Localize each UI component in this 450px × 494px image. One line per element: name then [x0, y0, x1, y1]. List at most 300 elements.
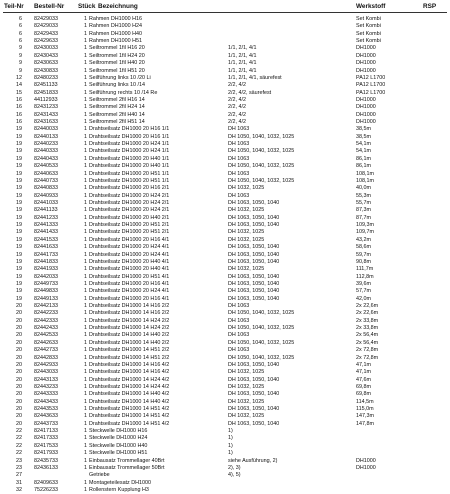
row-werkstoff: 43,2m — [356, 236, 371, 243]
row-bezeichnung: Steckwelle DH1000 H16 — [89, 428, 148, 435]
row-bezeichnung: Seiltrommel 1fil H24 20 — [89, 52, 145, 59]
header-rsp: RSP — [423, 3, 437, 10]
row-bestell-nr: 82431633 — [34, 119, 58, 126]
table-row — [0, 134, 450, 141]
row-werkstoff: 112,8m — [356, 273, 374, 280]
row-bestell-nr: 82442233 — [34, 310, 58, 317]
row-stueck: 1 — [84, 317, 87, 324]
table-row — [0, 310, 450, 317]
row-ausfuehrung: DH 1032, 1025 — [228, 413, 265, 420]
row-stueck: 1 — [84, 295, 87, 302]
row-ausfuehrung: 2/2, 4/2, säurefest — [228, 89, 272, 96]
row-ausfuehrung: DH 1032, 1025 — [228, 383, 265, 390]
row-bestell-nr: 82436133 — [34, 464, 58, 471]
row-bezeichnung: Drahtseilsatz DH1000 14 H51 2/2 — [89, 354, 170, 361]
row-ausfuehrung: DH 1063, 1050, 1040 — [228, 420, 280, 427]
row-ausfuehrung: 1/1, 2/1, 4/1, säurefest — [228, 74, 282, 81]
table-row — [0, 237, 450, 244]
row-teil-nr: 20 — [16, 420, 22, 427]
row-ausfuehrung: DH 1050, 1040, 1032, 1025 — [228, 310, 295, 317]
row-bezeichnung: Montageteilesatz DH1000 — [89, 479, 152, 486]
row-bezeichnung: Seilführung links 10 /20 Li — [89, 74, 151, 81]
row-bezeichnung: Drahtseilsatz DH1000 14 H51 4/2 — [89, 413, 170, 420]
row-bestell-nr: 82442133 — [34, 303, 58, 310]
row-bezeichnung: Drahtseilsatz DH1000 20 H40 1/1 — [89, 155, 170, 162]
row-stueck: 1 — [84, 222, 87, 229]
row-bestell-nr: 82442933 — [34, 361, 58, 368]
row-ausfuehrung: 2), 3) — [228, 464, 241, 471]
row-stueck: 1 — [84, 428, 87, 435]
row-teil-nr: 19 — [16, 148, 22, 155]
row-werkstoff: 111,7m — [356, 266, 374, 273]
row-stueck: 1 — [84, 339, 87, 346]
row-stueck: 1 — [84, 398, 87, 405]
row-teil-nr: 19 — [16, 229, 22, 236]
row-bestell-nr: 82449833 — [34, 288, 58, 295]
table-row — [0, 458, 450, 465]
row-ausfuehrung: DH 1063, 1050, 1040 — [228, 251, 280, 258]
row-teil-nr: 19 — [16, 244, 22, 251]
row-bezeichnung: Drahtseilsatz DH1000 20 H51 1/1 — [89, 170, 170, 177]
row-stueck: 1 — [84, 192, 87, 199]
row-ausfuehrung: 1) — [228, 428, 233, 435]
row-bezeichnung: Steckwelle DH1000 H51 — [89, 450, 148, 457]
row-teil-nr: 19 — [16, 207, 22, 214]
row-bezeichnung: Seiltrommel 2fil H16 14 — [89, 96, 145, 103]
row-ausfuehrung: siehe Ausführung, 2) — [228, 457, 278, 464]
row-bezeichnung: Drahtseilsatz DH1000 14 H51 4/2 — [89, 420, 170, 427]
row-ausfuehrung: 1/1, 2/1, 4/1 — [228, 45, 257, 52]
table-row — [0, 244, 450, 251]
row-stueck: 1 — [84, 413, 87, 420]
row-werkstoff: 147,8m — [356, 420, 374, 427]
table-row — [0, 148, 450, 155]
row-stueck: 1 — [84, 457, 87, 464]
table-row — [0, 435, 450, 442]
row-teil-nr: 19 — [16, 251, 22, 258]
row-teil-nr: 19 — [16, 214, 22, 221]
row-bezeichnung: Drahtseilsatz DH1000 20 H16 2/1 — [89, 185, 170, 192]
row-werkstoff: 69,8m — [356, 383, 371, 390]
header-bestell-nr: Bestell-Nr — [34, 3, 65, 10]
table-row — [0, 126, 450, 133]
row-stueck: 1 — [84, 251, 87, 258]
row-bestell-nr: 82429033 — [34, 16, 58, 22]
row-bestell-nr: 82443433 — [34, 398, 58, 405]
table-row — [0, 428, 450, 435]
header-werkstoff: Werkstoff — [356, 3, 386, 10]
header-divider — [3, 12, 447, 13]
row-bezeichnung: Seiltrommel 2fil H24 14 — [89, 104, 145, 111]
row-bezeichnung: Drahtseilsatz DH1000 20 H16 1/1 — [89, 133, 170, 140]
header-bezeichnung: Bezeichnung — [98, 3, 138, 10]
row-bezeichnung: Steckwelle DH1000 H40 — [89, 442, 148, 449]
row-bestell-nr: 82409633 — [34, 479, 58, 486]
row-teil-nr: 27 — [16, 472, 22, 479]
row-werkstoff: 38,5m — [356, 126, 371, 133]
row-ausfuehrung: DH 1063, 1050, 1040 — [228, 361, 280, 368]
row-teil-nr: 20 — [16, 332, 22, 339]
row-werkstoff: 47,1m — [356, 361, 371, 368]
table-row — [0, 60, 450, 67]
row-ausfuehrung: 2/2, 4/2 — [228, 111, 246, 118]
row-stueck: 1 — [84, 141, 87, 148]
row-teil-nr: 20 — [16, 391, 22, 398]
row-stueck: 1 — [84, 119, 87, 126]
row-stueck: 1 — [84, 435, 87, 442]
table-row — [0, 31, 450, 38]
row-werkstoff: 2x 22,6m — [356, 303, 379, 310]
row-bestell-nr: 82430433 — [34, 52, 58, 59]
table-row — [0, 119, 450, 126]
row-werkstoff: 54,1m — [356, 148, 371, 155]
row-bezeichnung: Drahtseilsatz DH1000 20 H51 2/1 — [89, 229, 170, 236]
table-row — [0, 465, 450, 472]
row-teil-nr: 16 — [16, 96, 22, 103]
row-ausfuehrung: DH 1063 — [228, 317, 250, 324]
row-werkstoff: PA12 L1700 — [356, 82, 386, 89]
row-teil-nr: 20 — [16, 376, 22, 383]
row-ausfuehrung: DH 1032, 1025 — [228, 369, 265, 376]
row-teil-nr: 14 — [16, 82, 22, 89]
row-teil-nr: 19 — [16, 258, 22, 265]
row-teil-nr: 19 — [16, 126, 22, 133]
row-bestell-nr: 82442833 — [34, 354, 58, 361]
row-werkstoff: Set Kombi — [356, 30, 381, 37]
row-ausfuehrung: DH 1063, 1050, 1040 — [228, 376, 280, 383]
row-stueck: 1 — [84, 148, 87, 155]
row-stueck: 1 — [84, 288, 87, 295]
row-bestell-nr: 82443233 — [34, 383, 58, 390]
row-ausfuehrung: 4), 5) — [228, 472, 241, 479]
row-bestell-nr: 82441733 — [34, 251, 58, 258]
table-row — [0, 355, 450, 362]
row-bezeichnung: Einbausatz Trommellager 50Brt — [89, 464, 165, 471]
row-bestell-nr: 82441333 — [34, 222, 58, 229]
row-bezeichnung: Drahtseilsatz DH1000 14 H16 4/2 — [89, 361, 170, 368]
row-bezeichnung: Drahtseilsatz DH1000 14 H24 2/2 — [89, 317, 170, 324]
row-bezeichnung: Drahtseilsatz DH1000 20 H16 1/1 — [89, 126, 170, 133]
row-bestell-nr: 82449733 — [34, 280, 58, 287]
row-stueck: 1 — [84, 185, 87, 192]
row-werkstoff: 47,6m — [356, 376, 371, 383]
row-werkstoff: 2x 72,8m — [356, 354, 379, 361]
table-row — [0, 252, 450, 259]
table-row — [0, 104, 450, 111]
row-bestell-nr: 82442733 — [34, 347, 58, 354]
row-stueck: 1 — [84, 104, 87, 111]
row-stueck: 1 — [84, 464, 87, 471]
row-stueck: 1 — [84, 177, 87, 184]
row-bezeichnung: Drahtseilsatz DH1000 20 H24 4/1 — [89, 288, 170, 295]
table-row — [0, 38, 450, 45]
row-bezeichnung: Drahtseilsatz DH1000 20 H16 4/1 — [89, 295, 170, 302]
row-stueck: 1 — [84, 133, 87, 140]
row-ausfuehrung: DH 1063, 1050, 1040 — [228, 214, 280, 221]
row-teil-nr: 19 — [16, 155, 22, 162]
row-teil-nr: 12 — [16, 74, 22, 81]
row-stueck: 1 — [84, 82, 87, 89]
row-bestell-nr: 82417333 — [34, 435, 58, 442]
row-werkstoff: 2x 72,8m — [356, 347, 379, 354]
table-row — [0, 318, 450, 325]
row-werkstoff: 87,7m — [356, 214, 371, 221]
row-bestell-nr: 75226233 — [34, 487, 58, 493]
row-teil-nr: 6 — [19, 38, 22, 45]
row-ausfuehrung: 1) — [228, 450, 233, 457]
row-bestell-nr: 82443133 — [34, 376, 58, 383]
row-stueck: 1 — [84, 347, 87, 354]
row-stueck: 1 — [84, 111, 87, 118]
row-bestell-nr: 82441833 — [34, 258, 58, 265]
row-werkstoff: 108,1m — [356, 170, 374, 177]
row-teil-nr: 6 — [19, 16, 22, 22]
table-row — [0, 288, 450, 295]
table-row — [0, 45, 450, 52]
row-werkstoff: 108,1m — [356, 177, 374, 184]
row-bestell-nr: 82442433 — [34, 325, 58, 332]
row-werkstoff: 47,1m — [356, 369, 371, 376]
table-row — [0, 68, 450, 75]
row-bestell-nr: 82441433 — [34, 229, 58, 236]
row-werkstoff: 54,1m — [356, 141, 371, 148]
row-ausfuehrung: DH 1063, 1050, 1040 — [228, 391, 280, 398]
row-ausfuehrung: DH 1032, 1025 — [228, 229, 265, 236]
row-teil-nr: 19 — [16, 185, 22, 192]
row-bezeichnung: Drahtseilsatz DH1000 20 H16 4/1 — [89, 236, 170, 243]
row-teil-nr: 6 — [19, 30, 22, 37]
row-ausfuehrung: 1) — [228, 435, 233, 442]
row-ausfuehrung: DH 1063, 1050, 1040 — [228, 406, 280, 413]
row-stueck: 1 — [84, 325, 87, 332]
row-ausfuehrung: DH 1063, 1050, 1040 — [228, 288, 280, 295]
row-stueck: 1 — [84, 38, 87, 45]
row-werkstoff: 87,3m — [356, 207, 371, 214]
row-bezeichnung: Getriebe — [89, 472, 110, 479]
table-row — [0, 480, 450, 487]
row-teil-nr: 20 — [16, 347, 22, 354]
row-bezeichnung: Seiltrommel 2fil H40 14 — [89, 111, 145, 118]
row-bestell-nr: 82443733 — [34, 420, 58, 427]
row-stueck: 1 — [84, 170, 87, 177]
row-bezeichnung: Drahtseilsatz DH1000 20 H40 1/1 — [89, 163, 170, 170]
header-teil-nr: Teil-Nr — [4, 3, 24, 10]
row-stueck: 1 — [84, 369, 87, 376]
row-teil-nr: 20 — [16, 413, 22, 420]
row-teil-nr: 19 — [16, 288, 22, 295]
row-werkstoff: 114,5m — [356, 398, 374, 405]
table-row — [0, 141, 450, 148]
row-werkstoff: DH1000 — [356, 119, 376, 126]
row-ausfuehrung: DH 1050, 1040, 1032, 1025 — [228, 177, 295, 184]
row-ausfuehrung: 1) — [228, 442, 233, 449]
row-bestell-nr: 82442633 — [34, 339, 58, 346]
row-werkstoff: 58,6m — [356, 244, 371, 251]
row-bezeichnung: Drahtseilsatz DH1000 14 H24 2/2 — [89, 325, 170, 332]
row-teil-nr: 9 — [19, 52, 22, 59]
table-row — [0, 472, 450, 479]
row-ausfuehrung: 2/2, 4/2 — [228, 82, 246, 89]
row-bestell-nr: 82435733 — [34, 457, 58, 464]
row-bezeichnung: Drahtseilsatz DH1000 20 H51 1/1 — [89, 177, 170, 184]
row-teil-nr: 22 — [16, 428, 22, 435]
row-teil-nr: 31 — [16, 479, 22, 486]
table-row — [0, 97, 450, 104]
row-bestell-nr: 82440233 — [34, 141, 58, 148]
row-teil-nr: 20 — [16, 361, 22, 368]
row-bezeichnung: Drahtseilsatz DH1000 20 H24 2/1 — [89, 192, 170, 199]
row-bestell-nr: 82443533 — [34, 406, 58, 413]
row-bestell-nr: 82480233 — [34, 74, 58, 81]
row-stueck: 1 — [84, 376, 87, 383]
row-bezeichnung: Seiltrommel 1fil H40 20 — [89, 60, 145, 67]
row-bezeichnung: Rahmen DH1000 H24 — [89, 23, 143, 30]
row-bezeichnung: Drahtseilsatz DH1000 20 H51 4/1 — [89, 273, 170, 280]
row-stueck: 1 — [84, 163, 87, 170]
row-bestell-nr: 82440833 — [34, 185, 58, 192]
row-teil-nr: 19 — [16, 170, 22, 177]
row-bezeichnung: Steckwelle DH1000 H24 — [89, 435, 148, 442]
row-teil-nr: 22 — [16, 450, 22, 457]
row-bestell-nr: 82440033 — [34, 126, 58, 133]
row-bezeichnung: Drahtseilsatz DH1000 20 H40 4/1 — [89, 258, 170, 265]
row-teil-nr: 20 — [16, 339, 22, 346]
row-stueck: 1 — [84, 361, 87, 368]
table-row — [0, 391, 450, 398]
row-teil-nr: 16 — [16, 104, 22, 111]
row-teil-nr: 32 — [16, 487, 22, 493]
table-row — [0, 384, 450, 391]
row-werkstoff: 109,3m — [356, 222, 374, 229]
row-bestell-nr: 82440133 — [34, 133, 58, 140]
row-bestell-nr: 82417533 — [34, 442, 58, 449]
row-bestell-nr: 82440933 — [34, 192, 58, 199]
row-bestell-nr: 82431233 — [34, 104, 58, 111]
row-teil-nr: 23 — [16, 464, 22, 471]
row-bestell-nr: 82442533 — [34, 332, 58, 339]
row-teil-nr: 20 — [16, 317, 22, 324]
row-bestell-nr: 44112933 — [34, 96, 58, 103]
row-stueck: 1 — [84, 45, 87, 52]
row-ausfuehrung: DH 1050, 1040, 1032, 1025 — [228, 148, 295, 155]
table-row — [0, 303, 450, 310]
row-teil-nr: 20 — [16, 354, 22, 361]
row-stueck: 1 — [84, 273, 87, 280]
table-row — [0, 222, 450, 229]
table-row — [0, 163, 450, 170]
row-bestell-nr: 82443033 — [34, 369, 58, 376]
row-bezeichnung: Drahtseilsatz DH1000 20 H40 4/1 — [89, 266, 170, 273]
table-row — [0, 156, 450, 163]
row-werkstoff: DH1000 — [356, 52, 376, 59]
row-werkstoff: 2x 22,6m — [356, 310, 379, 317]
table-row — [0, 443, 450, 450]
row-werkstoff: 39,6m — [356, 280, 371, 287]
row-ausfuehrung: DH 1063, 1050, 1040 — [228, 222, 280, 229]
row-teil-nr: 9 — [19, 60, 22, 67]
row-werkstoff: DH1000 — [356, 464, 376, 471]
table-row — [0, 281, 450, 288]
row-teil-nr: 22 — [16, 442, 22, 449]
row-teil-nr: 19 — [16, 295, 22, 302]
row-bezeichnung: Drahtseilsatz DH1000 14 H24 4/2 — [89, 383, 170, 390]
table-row — [0, 229, 450, 236]
row-bezeichnung: Drahtseilsatz DH1000 14 H16 2/2 — [89, 310, 170, 317]
row-ausfuehrung: DH 1063 — [228, 155, 250, 162]
row-stueck: 1 — [84, 199, 87, 206]
row-bezeichnung: Drahtseilsatz DH1000 14 H40 4/2 — [89, 391, 170, 398]
row-werkstoff: 55,3m — [356, 192, 371, 199]
row-teil-nr: 19 — [16, 273, 22, 280]
row-ausfuehrung: DH 1063 — [228, 332, 250, 339]
row-bezeichnung: Drahtseilsatz DH1000 20 H24 1/1 — [89, 141, 170, 148]
row-werkstoff: 86,1m — [356, 155, 371, 162]
row-bezeichnung: Drahtseilsatz DH1000 14 H51 2/2 — [89, 347, 170, 354]
row-werkstoff: DH1000 — [356, 111, 376, 118]
row-stueck: 1 — [84, 23, 87, 30]
row-werkstoff: Set Kombi — [356, 38, 381, 45]
row-teil-nr: 19 — [16, 192, 22, 199]
row-bestell-nr: 82441633 — [34, 244, 58, 251]
row-ausfuehrung: DH 1063, 1050, 1040 — [228, 273, 280, 280]
row-teil-nr: 19 — [16, 141, 22, 148]
table-row — [0, 90, 450, 97]
row-teil-nr: 20 — [16, 369, 22, 376]
row-bezeichnung: Drahtseilsatz DH1000 14 H40 2/2 — [89, 339, 170, 346]
row-ausfuehrung: DH 1032, 1025 — [228, 266, 265, 273]
row-stueck: 1 — [84, 406, 87, 413]
row-bezeichnung: Drahtseilsatz DH1000 14 H40 4/2 — [89, 398, 170, 405]
row-bezeichnung: Drahtseilsatz DH1000 14 H51 4/2 — [89, 406, 170, 413]
table-row — [0, 215, 450, 222]
row-werkstoff: 38,5m — [356, 133, 371, 140]
row-stueck: 1 — [84, 207, 87, 214]
row-ausfuehrung: DH 1032, 1025 — [228, 185, 265, 192]
parts-table-body — [0, 16, 450, 494]
row-stueck: 1 — [84, 442, 87, 449]
row-stueck: 1 — [84, 310, 87, 317]
row-stueck: 1 — [84, 155, 87, 162]
row-bestell-nr: 82417933 — [34, 450, 58, 457]
row-ausfuehrung: DH 1063, 1050, 1040 — [228, 244, 280, 251]
row-bezeichnung: Drahtseilsatz DH1000 20 H24 4/1 — [89, 244, 170, 251]
row-bestell-nr: 82441133 — [34, 207, 58, 214]
row-werkstoff: PA12 L1700 — [356, 89, 386, 96]
row-bestell-nr: 82441233 — [34, 214, 58, 221]
row-bestell-nr: 82440333 — [34, 148, 58, 155]
row-bezeichnung: Drahtseilsatz DH1000 14 H16 2/2 — [89, 303, 170, 310]
row-werkstoff: Set Kombi — [356, 16, 381, 22]
row-stueck: 1 — [84, 126, 87, 133]
row-bezeichnung: Einbausatz Trommellager 40Brt — [89, 457, 165, 464]
table-row — [0, 16, 450, 23]
row-stueck: 1 — [84, 74, 87, 81]
row-teil-nr: 20 — [16, 310, 22, 317]
row-bestell-nr: 82443633 — [34, 413, 58, 420]
row-teil-nr: 19 — [16, 236, 22, 243]
row-ausfuehrung: DH 1063 — [228, 347, 250, 354]
row-bezeichnung: Rahmen DH1000 H16 — [89, 16, 143, 22]
row-teil-nr: 19 — [16, 280, 22, 287]
row-werkstoff: 2x 33,8m — [356, 317, 379, 324]
row-bezeichnung: Rollenstern Kupplung H3 — [89, 487, 149, 493]
table-row — [0, 296, 450, 303]
row-stueck: 1 — [84, 280, 87, 287]
table-row — [0, 369, 450, 376]
row-teil-nr: 20 — [16, 383, 22, 390]
row-werkstoff: 55,7m — [356, 199, 371, 206]
row-stueck: 1 — [84, 266, 87, 273]
